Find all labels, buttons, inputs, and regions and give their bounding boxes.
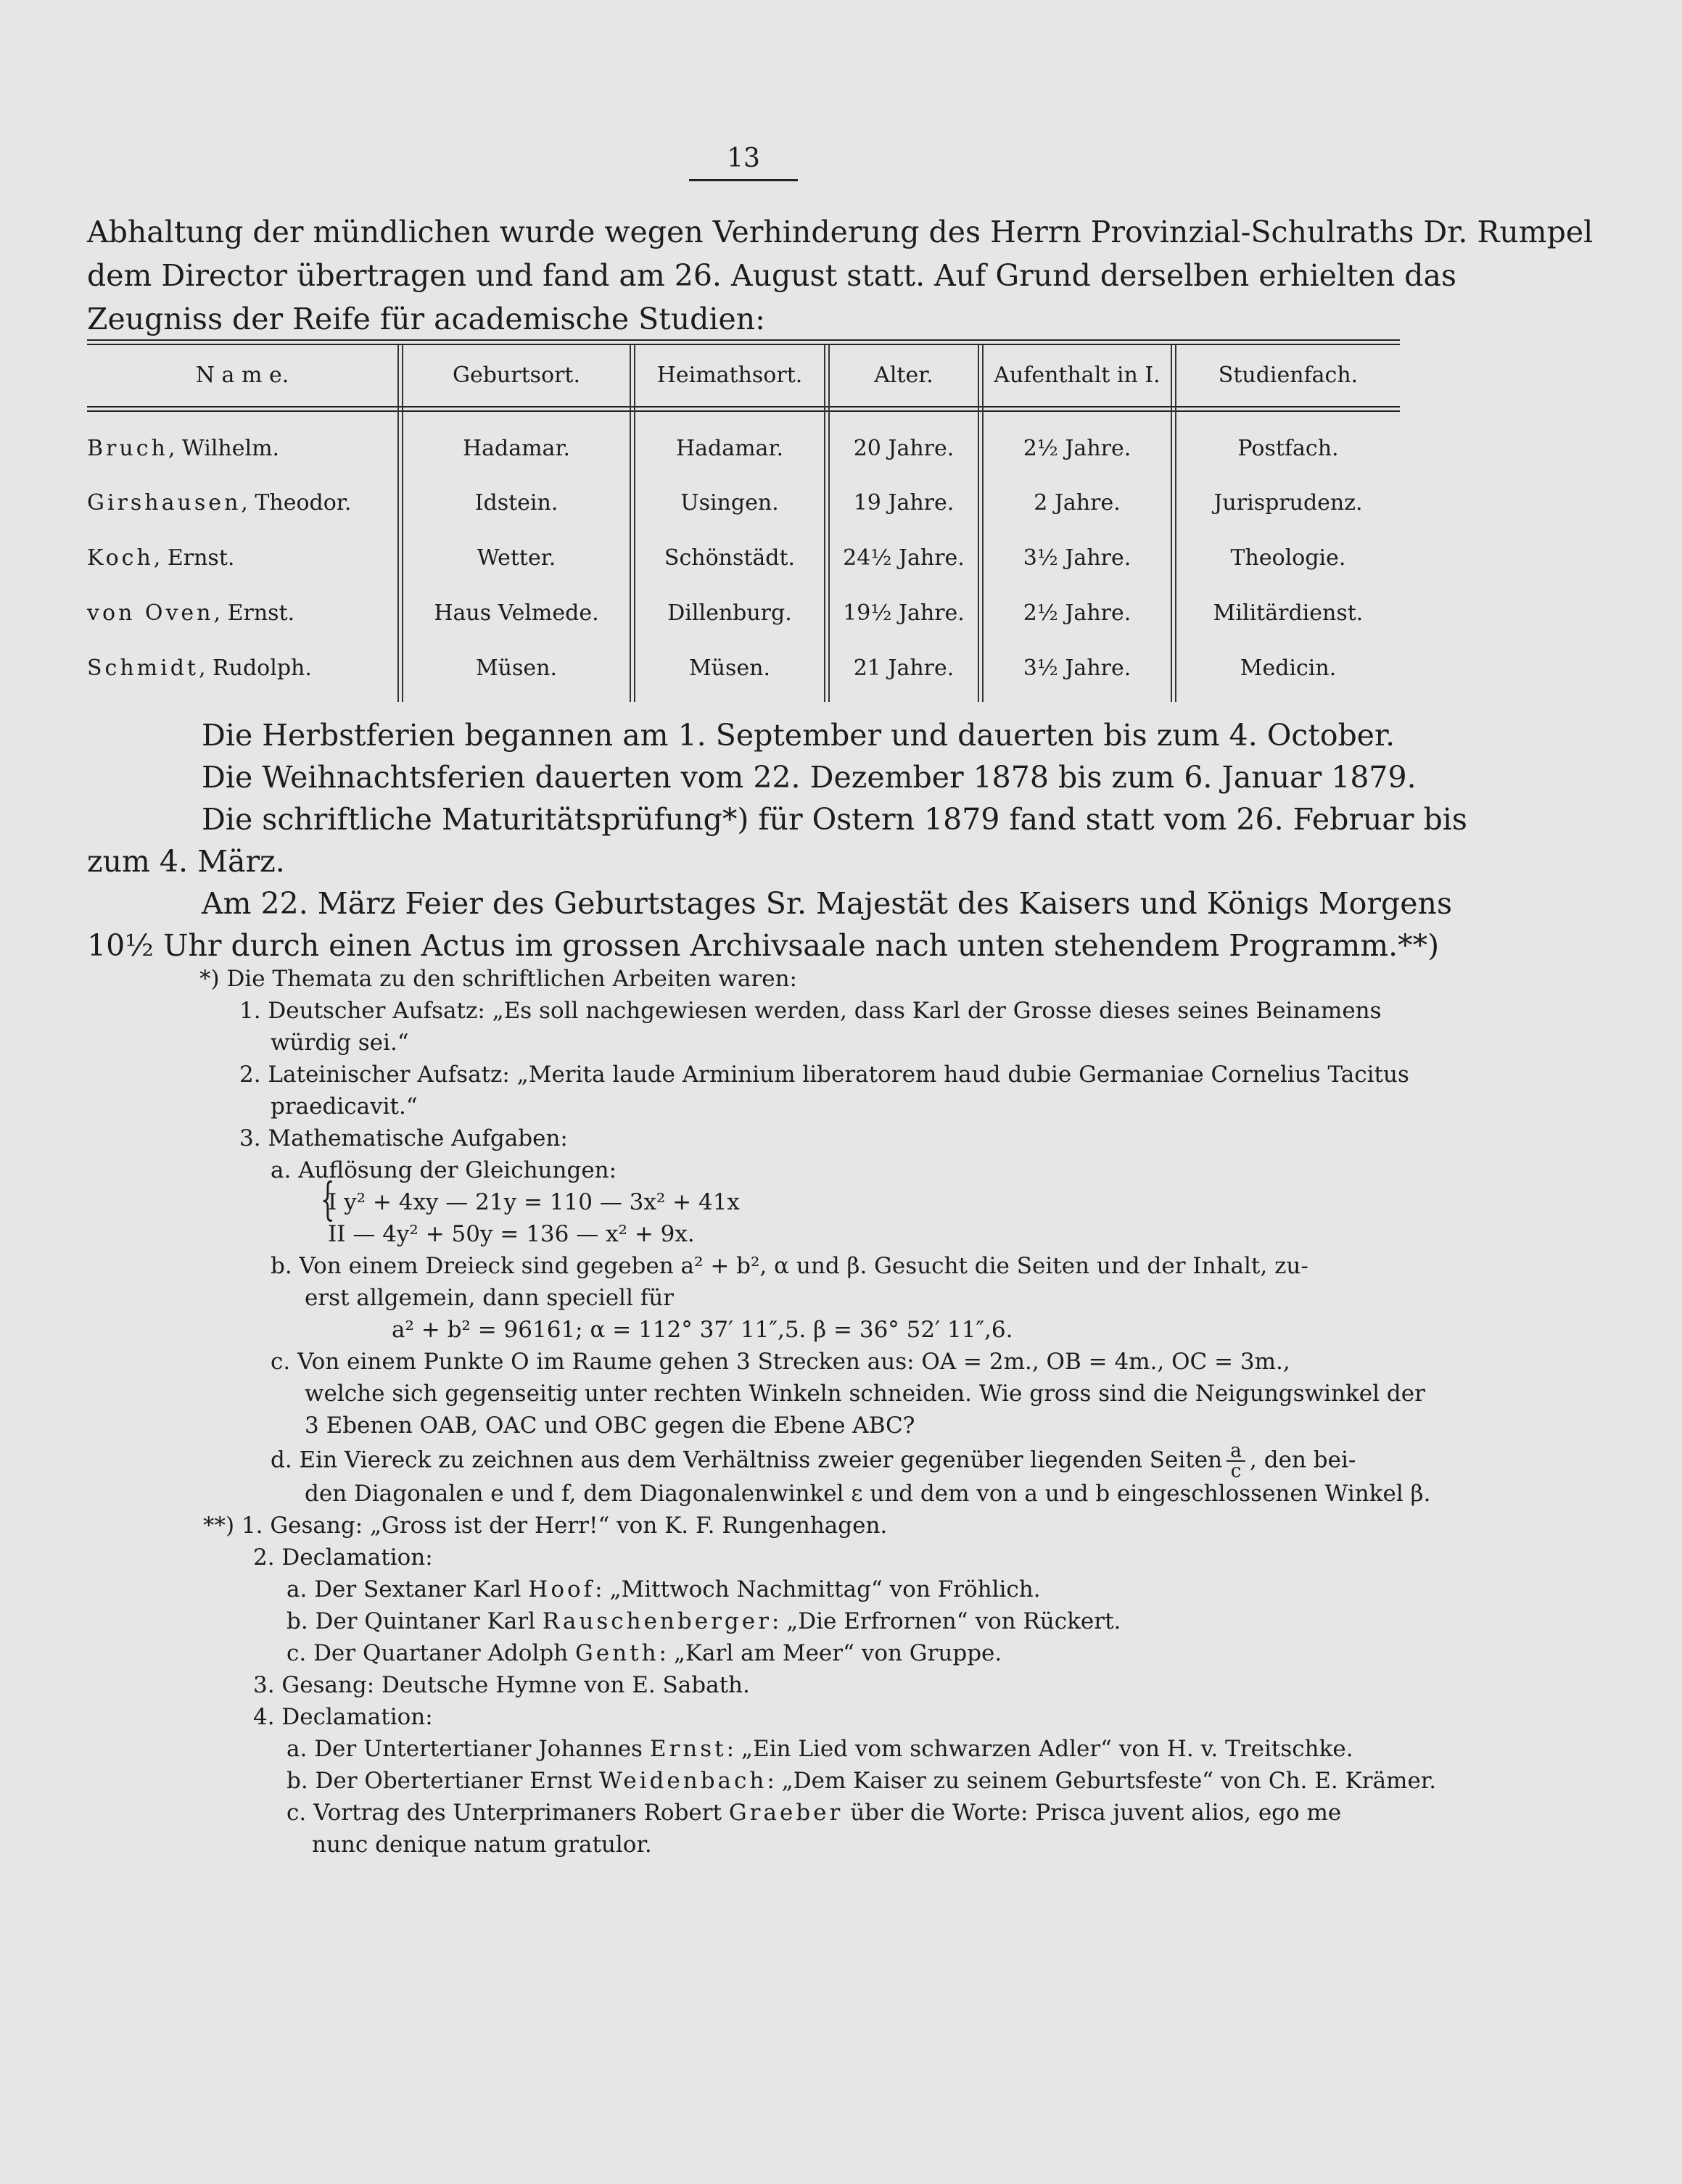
cell-name: [87, 655, 312, 681]
cell-stay: 3½ Jahre.: [1023, 545, 1131, 571]
footnote-item: welche sich gegenseitig unter rechten Winkeln schneiden. Wie gross sind die Neigungswinkel der: [305, 1381, 1425, 1407]
cell-home: Dillenburg.: [667, 600, 792, 626]
intro-line: Zeugniss der Reife für academische Studien:: [87, 302, 765, 336]
footnote-item: 3. Mathematische Aufgaben:: [239, 1125, 568, 1151]
cell-home: Schönstädt.: [664, 545, 796, 571]
given-name: , Theodor.: [241, 490, 352, 516]
cell-subject: Medicin.: [1240, 655, 1337, 681]
equation: II — 4y² + 50y = 136 — x² + 9x.: [328, 1221, 695, 1247]
equation: I y² + 4xy — 21y = 110 — 3x² + 41x: [328, 1189, 740, 1215]
program-item: **) 1. Gesang: „Gross ist der Herr!“ von K. F. Rungenhagen.: [203, 1513, 888, 1539]
header-home: Heimathsort.: [656, 363, 803, 388]
program-text: : „Die Erfrornen“ von Rückert.: [771, 1608, 1121, 1634]
paragraph-line: Am 22. März Feier des Geburtstages Sr. Majestät des Kaisers und Königs Morgens: [202, 886, 1452, 921]
footnote-item: a. Auflösung der Gleichungen:: [271, 1157, 617, 1183]
performer-name: Graeber: [728, 1800, 844, 1826]
header-stay: Aufenthalt in I.: [994, 363, 1161, 388]
program-item: [87, 1573, 1407, 1605]
footnote-item: b. Von einem Dreieck sind gegeben a² + b², α und β. Gesucht die Seiten und der Inhalt, zu-: [271, 1253, 1308, 1279]
program-text: : „Karl am Meer“ von Gruppe.: [659, 1640, 1002, 1666]
cell-birthplace: Müsen.: [475, 655, 558, 681]
cell-stay: 3½ Jahre.: [1023, 655, 1131, 681]
footnote-item: den Diagonalen e und f, dem Diagonalenwinkel ε und dem von a und b eingeschlossenen Winkel β.: [305, 1481, 1431, 1507]
program-text: b. Der Quintaner Karl: [286, 1608, 535, 1634]
cell-name: [87, 490, 351, 516]
surname: Schmidt: [87, 655, 199, 681]
footnote-item: a² + b² = 96161; α = 112° 37′ 11″,5. β = 36° 52′ 11″,6.: [392, 1317, 1013, 1343]
cell-birthplace: Haus Velmede.: [434, 600, 599, 626]
cell-subject: Postfach.: [1237, 436, 1339, 461]
cell-subject: Theologie.: [1230, 545, 1346, 571]
footnote-intro: *) Die Themata zu den schriftlichen Arbeiten waren:: [199, 966, 797, 992]
surname: Bruch: [87, 436, 168, 461]
cell-name: [87, 600, 294, 626]
page-number: 13: [689, 144, 798, 181]
column-divider: [978, 345, 984, 702]
surname: von Oven: [87, 600, 214, 626]
program-text: : „Dem Kaiser zu seinem Geburtsfeste“ von Ch. E. Krämer.: [767, 1768, 1437, 1794]
fraction: [1227, 1441, 1245, 1481]
cell-stay: 2 Jahre.: [1034, 490, 1121, 516]
footnote-item: 3 Ebenen OAB, OAC und OBC gegen die Ebene ABC?: [305, 1412, 915, 1439]
cell-home: Hadamar.: [675, 436, 784, 461]
column-divider: [397, 345, 403, 702]
program-text: c. Der Quartaner Adolph: [286, 1640, 569, 1666]
program-item: [87, 1797, 1407, 1829]
performer-name: Hoof: [528, 1576, 595, 1602]
cell-age: 24½ Jahre.: [843, 545, 965, 571]
cell-stay: 2½ Jahre.: [1023, 436, 1131, 461]
surname: Girshausen: [87, 490, 242, 516]
paragraph-line: 10½ Uhr durch einen Actus im grossen Archivsaale nach unten stehendem Programm.**): [87, 928, 1440, 963]
program-item: [87, 1765, 1437, 1797]
cell-name: [87, 545, 234, 571]
fraction-denominator: c: [1230, 1460, 1242, 1482]
given-name: , Ernst.: [153, 545, 235, 571]
program-item: [87, 1733, 1407, 1765]
footnote-item: 1. Deutscher Aufsatz: „Es soll nachgewiesen werden, dass Karl der Grosse dieses seines Beinamens: [239, 998, 1382, 1024]
footnote-item: 2. Lateinischer Aufsatz: „Merita laude Arminium liberatorem haud dubie Germaniae Cornelius Tacitus: [239, 1062, 1409, 1088]
performer-name: Genth: [575, 1640, 659, 1666]
cell-home: Usingen.: [680, 490, 779, 516]
surname: Koch: [87, 545, 154, 571]
fraction-numerator: a: [1230, 1440, 1242, 1462]
intro-paragraph: [87, 210, 1594, 341]
program-item: nunc denique natum gratulor.: [312, 1832, 652, 1858]
program-text: : „Ein Lied vom schwarzen Adler“ von H. v. Treitschke.: [726, 1736, 1353, 1762]
program-text: c. Vortrag des Unterprimaners Robert: [286, 1800, 722, 1826]
program-item: 4. Declamation:: [253, 1704, 433, 1730]
program-text: b. Der Obertertianer Ernst: [286, 1768, 593, 1794]
program-item: 2. Declamation:: [253, 1544, 433, 1571]
program-text: über die Worte: Prisca juvent alios, ego me: [850, 1800, 1342, 1826]
footnote-item: erst allgemein, dann speciell für: [305, 1285, 674, 1311]
program-text: a. Der Untertertianer Johannes: [286, 1736, 643, 1762]
cell-name: [87, 436, 279, 461]
program-text: a. Der Sextaner Karl: [286, 1576, 521, 1602]
footnotes: [87, 963, 1437, 1861]
performer-name: Weidenbach: [598, 1768, 767, 1794]
column-divider: [630, 345, 635, 702]
table-rule-header-2: [87, 410, 1400, 412]
program-text: : „Mittwoch Nachmittag“ von Fröhlich.: [595, 1576, 1041, 1602]
cell-subject: Jurisprudenz.: [1213, 490, 1363, 516]
column-divider: [824, 345, 830, 702]
cell-birthplace: Idstein.: [474, 490, 558, 516]
header-name: N a m e.: [195, 363, 289, 388]
cell-birthplace: Hadamar.: [462, 436, 571, 461]
cell-age: 19½ Jahre.: [843, 600, 965, 626]
cell-age: 20 Jahre.: [853, 436, 955, 461]
graduates-table: [87, 339, 1400, 702]
footnote-item: c. Von einem Punkte O im Raume gehen 3 Strecken aus: OA = 2m., OB = 4m., OC = 3m.,: [271, 1349, 1290, 1375]
paragraph-line: zum 4. März.: [87, 844, 285, 879]
column-divider: [1171, 345, 1176, 702]
performer-name: Rauschenberger: [542, 1608, 772, 1634]
item-text: , den bei-: [1250, 1447, 1356, 1473]
given-name: , Ernst.: [213, 600, 295, 626]
cell-subject: Militärdienst.: [1213, 600, 1364, 626]
cell-birthplace: Wetter.: [477, 545, 556, 571]
footnote-item: würdig sei.“: [271, 1030, 409, 1056]
paragraph-line: Die Herbstferien begannen am 1. September und dauerten bis zum 4. October.: [202, 718, 1396, 753]
cell-age: 19 Jahre.: [853, 490, 955, 516]
footnote-item: praedicavit.“: [271, 1093, 418, 1120]
given-name: , Rudolph.: [198, 655, 312, 681]
table-rule-top: [87, 339, 1400, 341]
header-subject: Studienfach.: [1218, 363, 1359, 388]
table-rule-header: [87, 406, 1400, 408]
paragraph-line: Die Weihnachtsferien dauerten vom 22. Dezember 1878 bis zum 6. Januar 1879.: [202, 760, 1417, 795]
footnote-item: [87, 1440, 1407, 1482]
program-item: [87, 1605, 1407, 1637]
paragraph-line: Die schriftliche Maturitätsprüfung*) für Ostern 1879 fand statt vom 26. Februar bis: [202, 802, 1467, 837]
intro-line: Abhaltung der mündlichen wurde wegen Verhinderung des Herrn Provinzial-Schulraths Dr. Rumpel: [87, 215, 1594, 249]
cell-stay: 2½ Jahre.: [1023, 600, 1131, 626]
item-text: d. Ein Viereck zu zeichnen aus dem Verhältniss zweier gegenüber liegenden Seiten: [271, 1447, 1223, 1473]
program-item: [87, 1637, 1407, 1669]
brace-symbol: {: [320, 1172, 335, 1225]
performer-name: Ernst: [649, 1736, 727, 1762]
table-rule-top-2: [87, 344, 1400, 345]
program-item: 3. Gesang: Deutsche Hymne von E. Sabath.: [253, 1672, 750, 1698]
header-birthplace: Geburtsort.: [452, 363, 581, 388]
cell-age: 21 Jahre.: [853, 655, 955, 681]
given-name: , Wilhelm.: [168, 436, 280, 461]
header-age: Alter.: [874, 363, 933, 388]
equation-system: [87, 1172, 1407, 1250]
cell-home: Müsen.: [688, 655, 771, 681]
intro-line: dem Director übertragen und fand am 26. August statt. Auf Grund derselben erhielten das: [87, 258, 1456, 293]
school-events: [87, 714, 1467, 967]
